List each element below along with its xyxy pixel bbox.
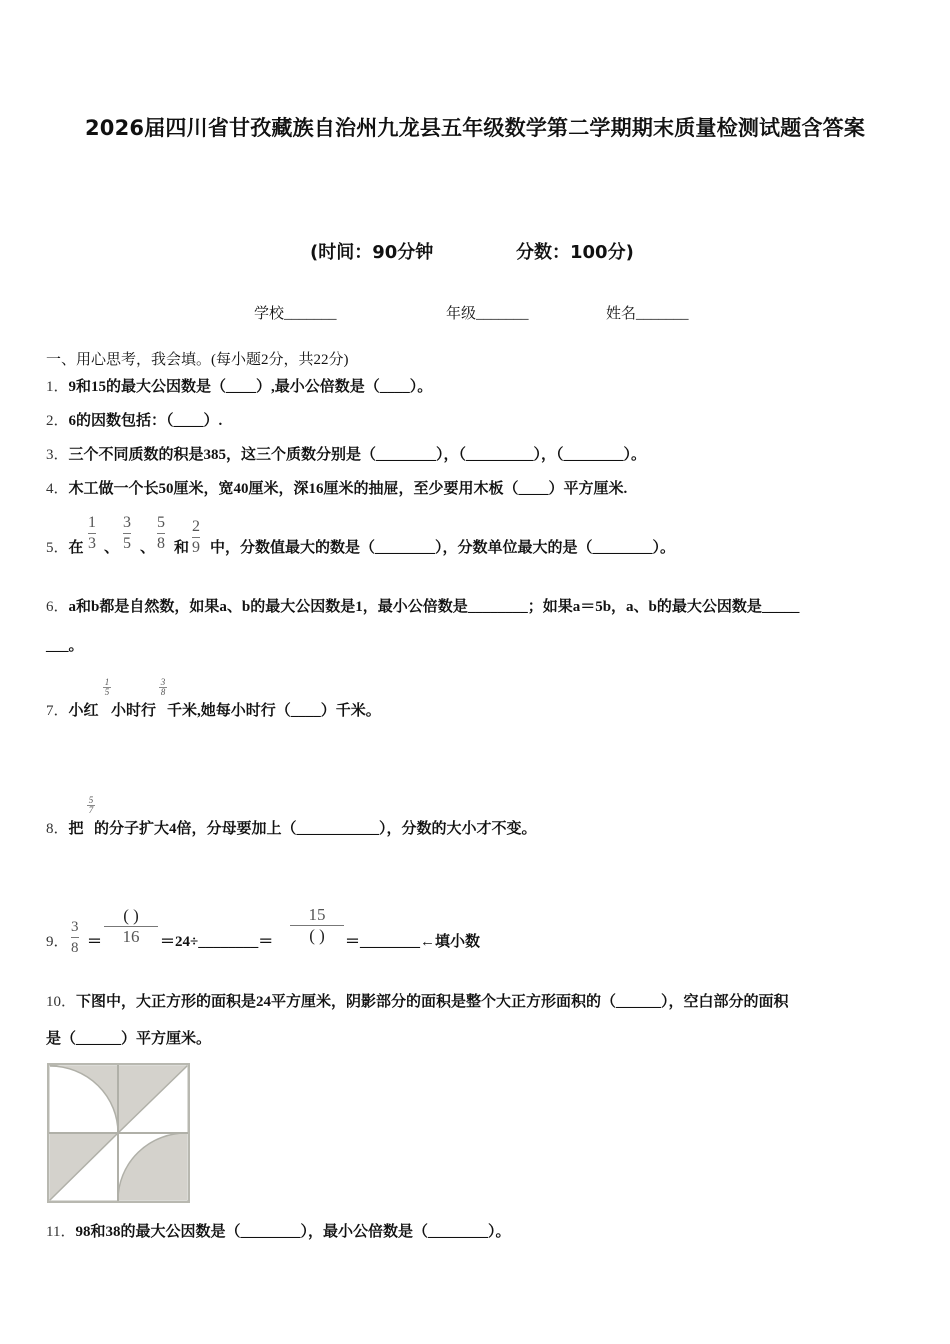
question-text: 木工做一个长50厘米，宽40厘米，深16厘米的抽屉，至少要用木板（____）平方厘米. <box>68 481 628 497</box>
document-title: 2026届四川省甘孜藏族自治州九龙县五年级数学第二学期期末质量检测试题含答案 <box>84 116 866 140</box>
question-10 <box>46 992 789 1012</box>
question-6 <box>46 597 799 617</box>
question-number: 9． <box>46 934 69 950</box>
question-number: 4． <box>46 481 69 497</box>
fraction-5-8: 5 8 <box>157 514 165 552</box>
fraction-5-7-small: 5 7 <box>88 795 94 815</box>
question-text: 6的因数包括：（____）. <box>68 413 223 429</box>
question-number: 2． <box>46 413 69 429</box>
question-number: 11． <box>46 1224 76 1240</box>
question-number: 7． <box>46 703 69 719</box>
question-text: 98和38的最大公因数是（________），最小公倍数是（________）。 <box>75 1224 511 1240</box>
name-field: 姓名_______ <box>606 306 689 322</box>
question-text: 下图中，大正方形的面积是24平方厘米，阴影部分的面积是整个大正方形面积的（______），空白部分的面积 <box>76 994 789 1010</box>
question-number: 5． <box>46 540 69 556</box>
question-10-continuation: 是（______）平方厘米。 <box>46 1031 212 1047</box>
fraction-1-3: 1 3 <box>88 514 96 552</box>
section-heading: 一、用心思考，我会填。(每小题2分，共22分) <box>46 352 349 368</box>
question-number: 8． <box>46 821 69 837</box>
question-number: 6． <box>46 599 69 615</box>
square-shading-figure <box>47 1063 190 1203</box>
question-4 <box>46 479 627 499</box>
exam-score: 分数：100分) <box>516 242 634 263</box>
question-text: 千米,她每小时行（____）千米。 <box>167 703 381 719</box>
question-2 <box>46 411 222 431</box>
fraction-2-9: 2 9 <box>192 518 200 556</box>
question-11 <box>46 1222 510 1242</box>
question-text: a和b都是自然数，如果a、b的最大公因数是1，最小公倍数是________；如果a＝5b，a、b的最大公因数是_____ <box>68 599 800 615</box>
question-6-continuation: ___。 <box>46 638 84 654</box>
exam-time: (时间：90分钟 <box>310 242 434 263</box>
question-number: 10． <box>46 994 77 1010</box>
fraction-3-8-small: 3 8 <box>160 677 166 697</box>
fraction-15-blank: 15 ( ) <box>290 906 344 945</box>
question-prefix: 在 <box>68 540 84 556</box>
fraction-3-5: 3 5 <box>123 514 131 552</box>
question-3 <box>46 445 646 465</box>
grade-field: 年级_______ <box>446 306 529 322</box>
question-number: 3． <box>46 447 69 463</box>
fraction-3-8: 3 8 <box>71 919 79 956</box>
question-text: 三个不同质数的积是385，这三个质数分别是（________），（_________），（________）。 <box>68 447 647 463</box>
question-text: 中，分数值最大的数是（________），分数单位最大的是（________）。 <box>210 540 676 556</box>
fraction-1-5-small: 1 5 <box>104 677 110 697</box>
question-text: 9和15的最大公因数是（____）,最小公倍数是（____）。 <box>68 379 433 395</box>
fraction-blank-16: ( ) 16 <box>104 907 158 946</box>
question-1 <box>46 377 432 397</box>
question-text: 的分子扩大4倍，分母要加上（___________），分数的大小才不变。 <box>94 821 537 837</box>
school-field: 学校_______ <box>254 306 337 322</box>
question-number: 1． <box>46 379 69 395</box>
